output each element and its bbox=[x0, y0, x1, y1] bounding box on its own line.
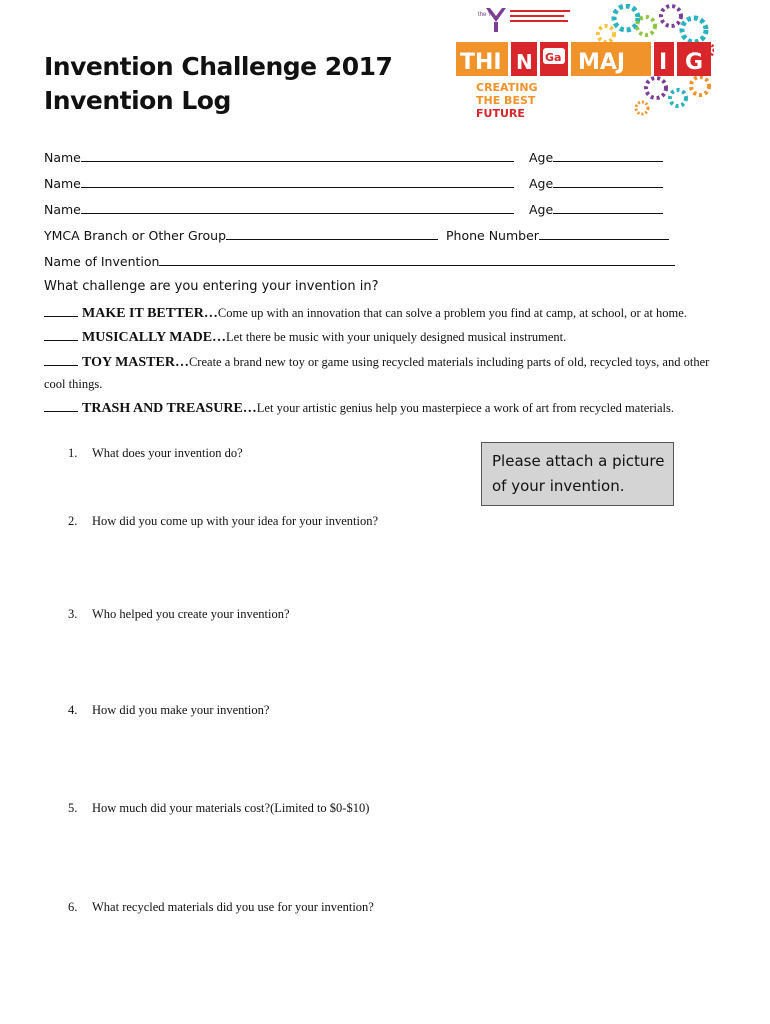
svg-text:N: N bbox=[516, 50, 533, 74]
age-field-3[interactable] bbox=[529, 201, 663, 217]
svg-text:THE BEST: THE BEST bbox=[476, 94, 536, 107]
name-label: Name bbox=[44, 176, 81, 191]
question-item: 3. Who helped you create your invention? bbox=[68, 607, 290, 621]
name-label: Name bbox=[44, 150, 81, 165]
question-item: 2. How did you come up with your idea for your invention? bbox=[68, 514, 379, 528]
page-title: Invention Challenge 2017 bbox=[44, 52, 393, 81]
phone-number-field[interactable] bbox=[446, 227, 669, 243]
name-field-1[interactable] bbox=[44, 149, 514, 165]
checkbox-blank[interactable] bbox=[44, 329, 78, 341]
page-subtitle: Invention Log bbox=[44, 86, 231, 115]
challenge-option[interactable]: TRASH AND TREASURE…Let your artistic genius help you masterpiece a work of art from recycled materials. bbox=[44, 400, 674, 417]
logo-graphic bbox=[456, 4, 714, 122]
question-item: 1. What does your invention do? bbox=[68, 446, 243, 460]
age-label: Age bbox=[529, 202, 554, 217]
invention-name-field[interactable] bbox=[44, 253, 675, 269]
svg-text:G: G bbox=[685, 50, 704, 75]
phone-number-label: Phone Number bbox=[446, 228, 539, 243]
svg-text:CREATING: CREATING bbox=[476, 81, 538, 94]
name-field-2[interactable] bbox=[44, 175, 514, 191]
age-field-2[interactable] bbox=[529, 175, 663, 191]
ymca-branch-label: YMCA Branch or Other Group bbox=[44, 228, 227, 243]
question-item: 6. What recycled materials did you use for your invention? bbox=[68, 900, 374, 914]
name-field-3[interactable] bbox=[44, 201, 514, 217]
challenge-question: What challenge are you entering your invention in? bbox=[44, 279, 379, 294]
ymca-branch-field[interactable] bbox=[44, 227, 438, 243]
svg-text:Ga: Ga bbox=[545, 51, 562, 64]
svg-text:THI: THI bbox=[460, 50, 502, 75]
challenge-option[interactable]: MUSICALLY MADE…Let there be music with your uniquely designed musical instrument. bbox=[44, 329, 566, 346]
picture-attachment-box[interactable]: Please attach a picture of your invention. bbox=[481, 442, 674, 506]
checkbox-blank[interactable] bbox=[44, 305, 78, 317]
checkbox-blank[interactable] bbox=[44, 354, 78, 366]
checkbox-blank[interactable] bbox=[44, 400, 78, 412]
invention-name-label: Name of Invention bbox=[44, 254, 160, 269]
svg-text:FUTURE: FUTURE bbox=[476, 107, 525, 120]
age-field-1[interactable] bbox=[529, 149, 663, 165]
thingamajig-logo bbox=[456, 4, 714, 122]
age-label: Age bbox=[529, 176, 554, 191]
svg-text:MAJ: MAJ bbox=[578, 50, 626, 75]
name-label: Name bbox=[44, 202, 81, 217]
question-item: 5. How much did your materials cost?(Limited to $0-$10) bbox=[68, 801, 370, 815]
age-label: Age bbox=[529, 150, 554, 165]
svg-text:I: I bbox=[659, 50, 668, 75]
challenge-option[interactable]: TOY MASTER…Create a brand new toy or game using recycled materials including parts of old, recycled toys, and other bbox=[44, 354, 709, 371]
challenge-option-continued: cool things. bbox=[44, 377, 103, 391]
challenge-option[interactable]: MAKE IT BETTER…Come up with an innovation that can solve a problem you find at camp, at school, or at home. bbox=[44, 305, 687, 322]
question-item: 4. How did you make your invention? bbox=[68, 703, 270, 717]
svg-text:the Y: the Y bbox=[478, 12, 492, 18]
